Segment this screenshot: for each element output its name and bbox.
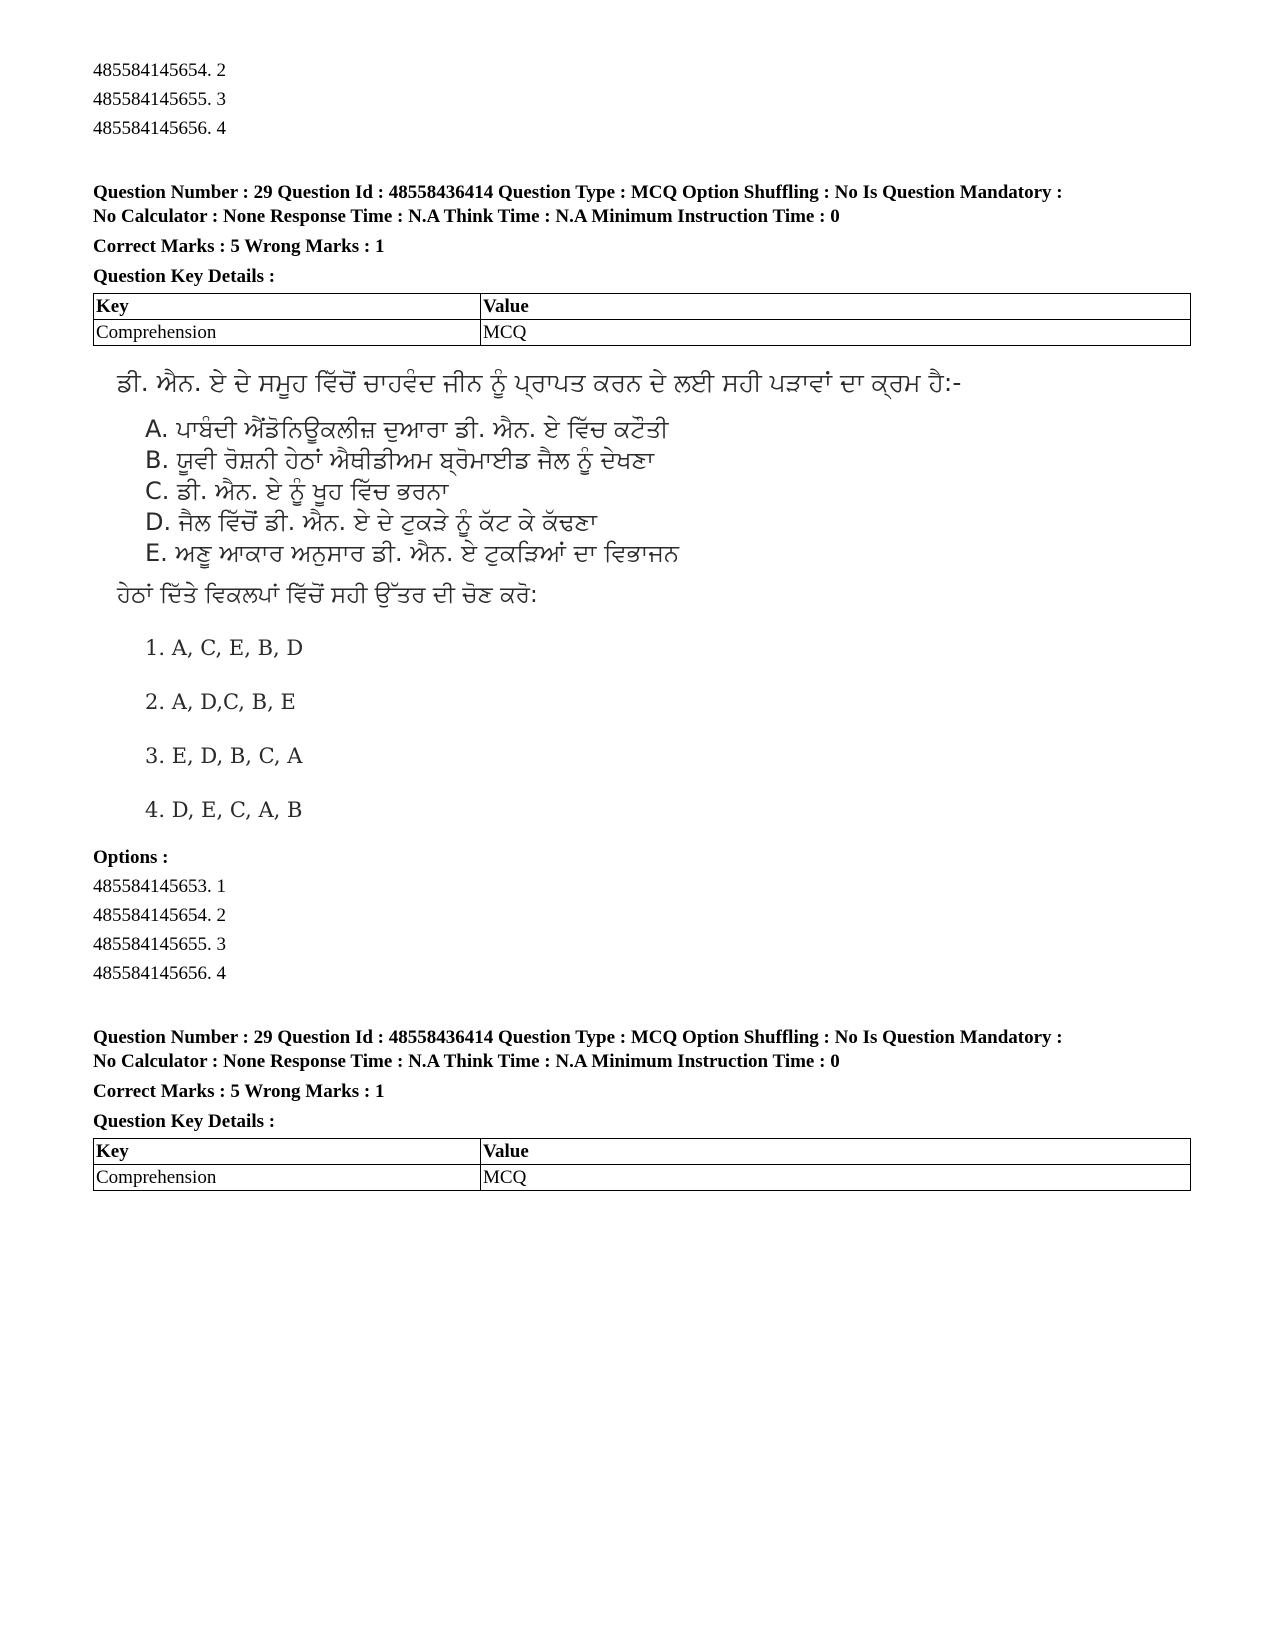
choice-item: 3. E, D, B, C, A (145, 744, 303, 768)
table-header-value: Value (481, 1139, 1191, 1165)
table-cell-key: Comprehension (94, 1165, 481, 1191)
table-cell-key: Comprehension (94, 320, 481, 346)
statement-item: A. ਪਾਬੰਦੀ ਐਂਡੋਨਿਊਕਲੀਜ਼ ਦੁਆਰਾ ਡੀ. ਐਨ. ਏ ਵਿੱਚ ਕਟੌਤੀ (145, 415, 669, 443)
options-label: Options : (93, 847, 169, 868)
question-header-line-1: Question Number : 29 Question Id : 48558436414 Question Type : MCQ Option Shuffling : No Is Question Mandatory : (93, 1027, 1063, 1048)
choice-item: 2. A, D,C, B, E (145, 690, 296, 714)
question-block-1 (93, 181, 1192, 346)
table-header-row (94, 1139, 1191, 1165)
question-header-line-1: Question Number : 29 Question Id : 48558436414 Question Type : MCQ Option Shuffling : No Is Question Mandatory : (93, 182, 1063, 203)
question-header-line-2: No Calculator : None Response Time : N.A Think Time : N.A Minimum Instruction Time : 0 (93, 206, 840, 227)
question-block-2 (93, 1026, 1192, 1191)
choice-list (145, 621, 1192, 837)
key-details-table (93, 293, 1191, 346)
table-header-key: Key (94, 1139, 481, 1165)
statement-item: B. ਯੂਵੀ ਰੋਸ਼ਨੀ ਹੇਠਾਂ ਐਥੀਡੀਅਮ ਬ੍ਰੋਮਾਈਡ ਜੈਲ ਨੂੰ ਦੇਖਣਾ (145, 446, 655, 474)
option-item: 485584145654. 2 (93, 905, 226, 926)
statement-item: C. ਡੀ. ਐਨ. ਏ ਨੂੰ ਖੂਹ ਵਿੱਚ ਭਰਨਾ (145, 477, 449, 505)
table-cell-value: MCQ (481, 1165, 1191, 1191)
option-item: 485584145656. 4 (93, 963, 226, 984)
choice-item: 1. A, C, E, B, D (145, 636, 304, 660)
document-page (93, 56, 1192, 1191)
table-header-row (94, 294, 1191, 320)
marks-line: Correct Marks : 5 Wrong Marks : 1 (93, 236, 385, 257)
option-item: 485584145655. 3 (93, 89, 226, 110)
table-row (94, 320, 1191, 346)
statement-item: D. ਜੈਲ ਵਿੱਚੋਂ ਡੀ. ਐਨ. ਏ ਦੇ ਟੁਕੜੇ ਨੂੰ ਕੱਟ ਕੇ ਕੱਢਣਾ (145, 508, 598, 536)
table-header-key: Key (94, 294, 481, 320)
option-item: 485584145655. 3 (93, 934, 226, 955)
table-cell-value: MCQ (481, 320, 1191, 346)
option-item: 485584145653. 1 (93, 876, 226, 897)
question-content (117, 366, 1192, 837)
statement-list (145, 414, 1192, 569)
top-options-list (93, 56, 1192, 143)
statement-item: E. ਅਣੂ ਆਕਾਰ ਅਨੁਸਾਰ ਡੀ. ਐਨ. ਏ ਟੁਕੜਿਆਂ ਦਾ ਵਿਭਾਜਨ (145, 539, 680, 567)
question-stem: ਡੀ. ਐਨ. ਏ ਦੇ ਸਮੂਹ ਵਿੱਚੋਂ ਚਾਹਵੰਦ ਜੀਨ ਨੂੰ ਪ੍ਰਾਪਤ ਕਰਨ ਦੇ ਲਈ ਸਹੀ ਪੜਾਵਾਂ ਦਾ ਕ੍ਰਮ ਹੈ:- (117, 368, 962, 397)
option-item: 485584145656. 4 (93, 118, 226, 139)
key-details-label: Question Key Details : (93, 266, 276, 287)
marks-line: Correct Marks : 5 Wrong Marks : 1 (93, 1081, 385, 1102)
key-details-label: Question Key Details : (93, 1111, 276, 1132)
key-details-table (93, 1138, 1191, 1191)
question-instruction: ਹੇਠਾਂ ਦਿੱਤੇ ਵਿਕਲਪਾਂ ਵਿੱਚੋਂ ਸਹੀ ਉੱਤਰ ਦੀ ਚੋਣ ਕਰੋ: (117, 582, 538, 608)
choice-item: 4. D, E, C, A, B (145, 798, 303, 822)
question-header-line-2: No Calculator : None Response Time : N.A Think Time : N.A Minimum Instruction Time : 0 (93, 1051, 840, 1072)
table-row (94, 1165, 1191, 1191)
table-header-value: Value (481, 294, 1191, 320)
option-item: 485584145654. 2 (93, 60, 226, 81)
options-section (93, 843, 1192, 988)
